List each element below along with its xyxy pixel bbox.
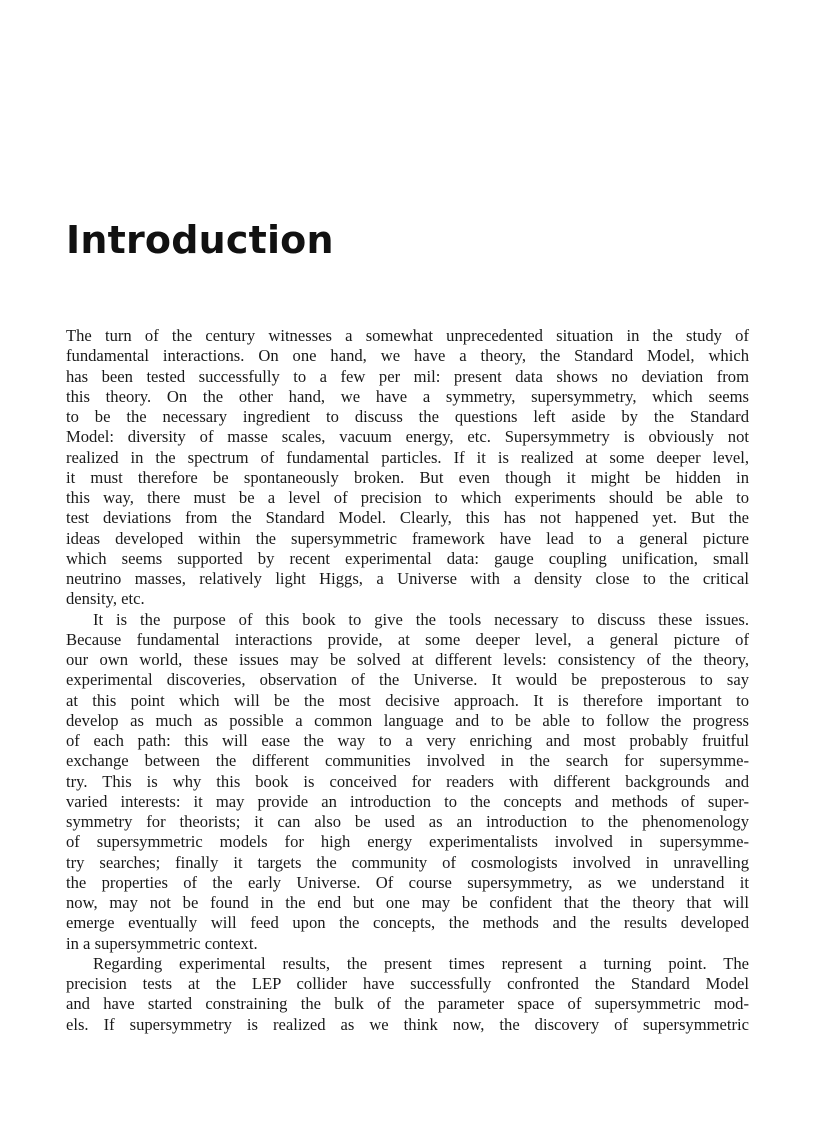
text-line: emerge eventually will feed upon the concepts, the methods and the results developed <box>66 913 749 933</box>
text-line: to be the necessary ingredient to discuss the questions left aside by the Standard <box>66 407 749 426</box>
text-line: this theory. On the other hand, we have a symmetry, supersymmetry, which seems <box>66 386 749 406</box>
text-line: the properties of the early Universe. Of course supersymmetry, as we understand it <box>66 872 749 892</box>
text-line: varied interests: it may provide an introduction to the concepts and methods of super- <box>66 791 749 811</box>
text-line: els. If supersymmetry is realized as we think now, the discovery of supersymmetric <box>66 1014 749 1034</box>
paragraph-2 <box>66 610 749 954</box>
text-line: neutrino masses, relatively light Higgs, a Universe with a density close to the critical <box>66 569 749 588</box>
text-line: which seems supported by recent experimental data: gauge coupling unification, small <box>66 548 749 568</box>
text-line: of supersymmetric models for high energy experimentalists involved in supersymme- <box>66 832 749 852</box>
text-line: has been tested successfully to a few per mil: present data shows no deviation from <box>66 366 749 386</box>
text-line: experimental discoveries, observation of the Universe. It would be preposterous to say <box>66 670 749 690</box>
text-line: develop as much as possible a common language and to be able to follow the progress <box>66 710 749 730</box>
text-line: this way, there must be a level of precision to which experiments should be able to <box>66 488 749 507</box>
paragraph-3 <box>66 954 749 1035</box>
text-line: Regarding experimental results, the present times represent a turning point. The <box>93 953 749 973</box>
chapter-title: Introduction <box>66 218 334 262</box>
text-line: ideas developed within the supersymmetric framework have lead to a general picture <box>66 528 749 548</box>
text-line: density, etc. <box>66 589 145 609</box>
text-line: in a supersymmetric context. <box>66 933 258 953</box>
text-line: It is the purpose of this book to give the tools necessary to discuss these issues. <box>93 609 749 629</box>
text-line: try. This is why this book is conceived for readers with different backgrounds and <box>66 771 749 791</box>
paragraph-1 <box>66 326 749 610</box>
text-line: at this point which will be the most decisive approach. It is therefore important to <box>66 690 749 710</box>
text-line: Because fundamental interactions provide, at some deeper level, a general picture of <box>66 629 749 649</box>
text-line: The turn of the century witnesses a somewhat unprecedented situation in the study of <box>66 326 749 345</box>
text-line: precision tests at the LEP collider have successfully confronted the Standard Model <box>66 974 749 993</box>
text-line: try searches; finally it targets the community of cosmologists involved in unravelling <box>66 852 749 872</box>
text-line: realized in the spectrum of fundamental particles. If it is realized at some deeper level, <box>66 447 749 467</box>
chapter-body <box>66 326 749 1035</box>
text-line: now, may not be found in the end but one may be confident that the theory that will <box>66 893 749 912</box>
text-line: symmetry for theorists; it can also be used as an introduction to the phenomenology <box>66 812 749 831</box>
text-line: exchange between the different communities involved in the search for supersymme- <box>66 751 749 771</box>
text-line: and have started constraining the bulk of the parameter space of supersymmetric mod- <box>66 994 749 1014</box>
text-line: Model: diversity of masse scales, vacuum energy, etc. Supersymmetry is obviously not <box>66 427 749 447</box>
text-line: it must therefore be spontaneously broken. But even though it might be hidden in <box>66 467 749 487</box>
text-line: our own world, these issues may be solved at different levels: consistency of the theory, <box>66 650 749 669</box>
text-line: test deviations from the Standard Model. Clearly, this has not happened yet. But the <box>66 508 749 528</box>
text-line: fundamental interactions. On one hand, we have a theory, the Standard Model, which <box>66 346 749 366</box>
text-line: of each path: this will ease the way to a very enriching and most probably fruitful <box>66 731 749 750</box>
